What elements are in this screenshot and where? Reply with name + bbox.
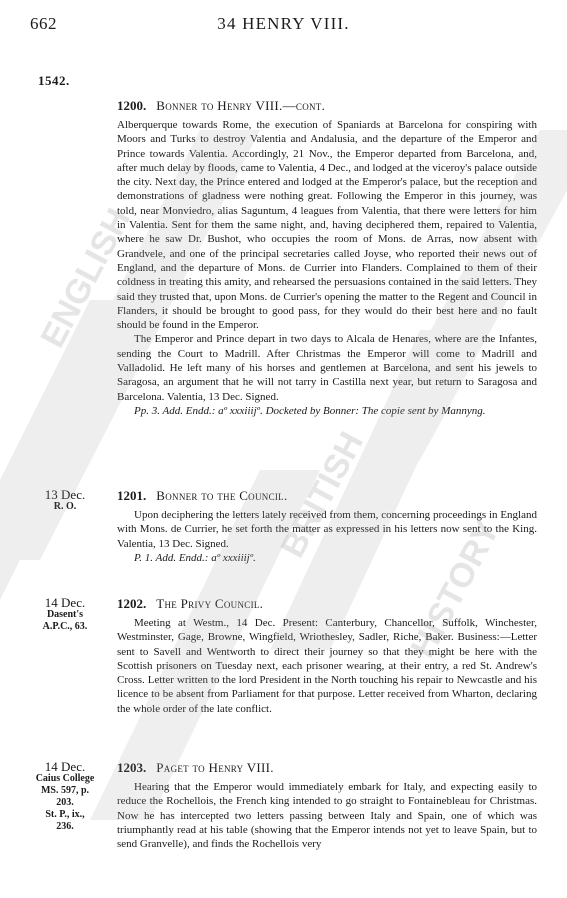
margin-source: Dasent's [46,609,84,620]
entry-paragraph: Upon deciphering the letters lately received from them, concerning proceedings in England with Mons. de Currier, he set forth the matter as expressed in his letters now sent to the King. Valentia, 13 Dec. Signed. [117,509,537,550]
entry-note: Pp. 3. Add. Endd.: aº xxxiiijº. Docketed by Bonner: The copie sent by Mannyng. [134,404,486,417]
entry-paragraph: Alberquerque towards Rome, the execution of Spaniards at Barcelona for conspiring with Moors and Turks to destroy Valentia and Andalusia, and the departure of the Emperor and Prince towards Valentia. Accordingly, 21 Nov., the Emperor departed from Barcelona, and, after much delay by floods, came to Valentia, 4 Dec., and lodged at the viceroy's palace outside the city. Next day, the Prince entered and lodged at the Emperor's palace, but the reception and demonstrations of gladness were nothing great. Following the Emperor in this journey, was told, near Monviedro, alias Saguntum, 4 leagues from Valentia, that there were letters for him in Valentia. Sent for them the same night, and, having deciphered them, repaired to Valentia, where he saw Dr. Bushot, who occupies the room of Mons. de Arras, now absent with Grandvele, and one of the principal secretaries called Joyse, who reported their news out of England, and the departure of Mons. de Currier into Flanders. Complained to them of their coldness in treating this amity, and rehearsed the persuasions contained in the said letters. They said they trusted that, upon Mons. de Currier's opening the matter to the Regent and Council in Flanders, it should be brought to good pass, for they would do their best here and no fault should be found in the Emperor. [117,119,537,332]
margin-date: 13 Dec. [44,487,86,502]
entry-heading [117,488,537,504]
entry-number: 1203. [117,760,147,775]
entry-paragraph: Meeting at Westm., 14 Dec. Present: Canterbury, Chancellor, Suffolk, Winchester, Westminster, Gage, Browne, Wingfield, Wriothesley, Sadler, Riche, Baker. Business:—Letter sent to Savell and Wentworth to direct their journey so that they might be here with the Scottish prisoners on Tuesday next, each prisoner wearing, at their entry, a red St. Andrew's Cross. Letter written to the lord President in the North touching his repair to Newcastle and his licence to be absent from Parliament for that purpose. Letter received from Wharton, declaring the whole order of the late conflict. [117,617,537,715]
entry-title: Paget to Henry VIII. [156,760,274,775]
margin-source: A.P.C., 63. [42,621,88,632]
entry-heading [117,760,537,776]
margin-source: 236. [56,821,74,832]
entry-number: 1201. [117,488,147,503]
margin-source: Caius College [35,773,95,784]
page-number: 662 [30,14,57,33]
entry-1203 [117,760,537,851]
watermark-word-left: ENGLISH [33,202,139,354]
running-head: 34 HENRY VIII. [217,14,350,33]
year-label: 1542. [38,73,70,88]
margin-source: R. O. [53,501,77,512]
margin-source: 203. [56,797,74,808]
watermark-word-right: HISTORY [403,514,508,664]
entry-heading [117,98,537,114]
entry-title: Bonner to the Council. [156,488,288,503]
margin-note [30,488,100,513]
margin-note [30,760,100,833]
entry-number: 1200. [117,98,147,113]
entry-paragraph: The Emperor and Prince depart in two days to Alcala de Henares, where are the Infantes, sending the Court to Madrill. After Christmas the Emperor will come to Madrill and Valladolid. He left many of his horses and gentlemen at Barcelona, and sent his jewels to Saragosa, an argument that he will not tarry in Castilla next year, but return to Saragosa and Barcelona. Valentia, 13 Dec. Signed. [117,333,537,403]
entry-1200 [117,98,537,418]
entry-1201 [117,488,537,565]
entry-title: The Privy Council. [156,596,264,611]
watermark-word-mid: BRITISH [273,425,371,564]
entry-heading [117,596,537,612]
entry-paragraph: Hearing that the Emperor would immediately embark for Italy, and expecting easily to reduce the Rochellois, the French king intended to go straight to Fontainebleau for Christmas. Now he has intercepted two letters passing between Italy and Spain, one of which was triumphantly read at his table (showing that the Emperor intends not yet to leave Spain, but to send Granvelle), and finds the Rochellois very [117,781,537,851]
entry-1202 [117,596,537,716]
margin-note [30,596,100,633]
margin-date: 14 Dec. [44,595,86,610]
margin-date: 14 Dec. [44,759,86,774]
entry-note: P. 1. Add. Endd.: aº xxxiiijº. [134,551,256,564]
margin-source: MS. 597, p. [40,785,90,796]
margin-source: St. P., ix., [45,809,85,820]
entry-number: 1202. [117,596,147,611]
entry-title: Bonner to Henry VIII.—cont. [156,98,326,113]
page-header [0,8,567,42]
